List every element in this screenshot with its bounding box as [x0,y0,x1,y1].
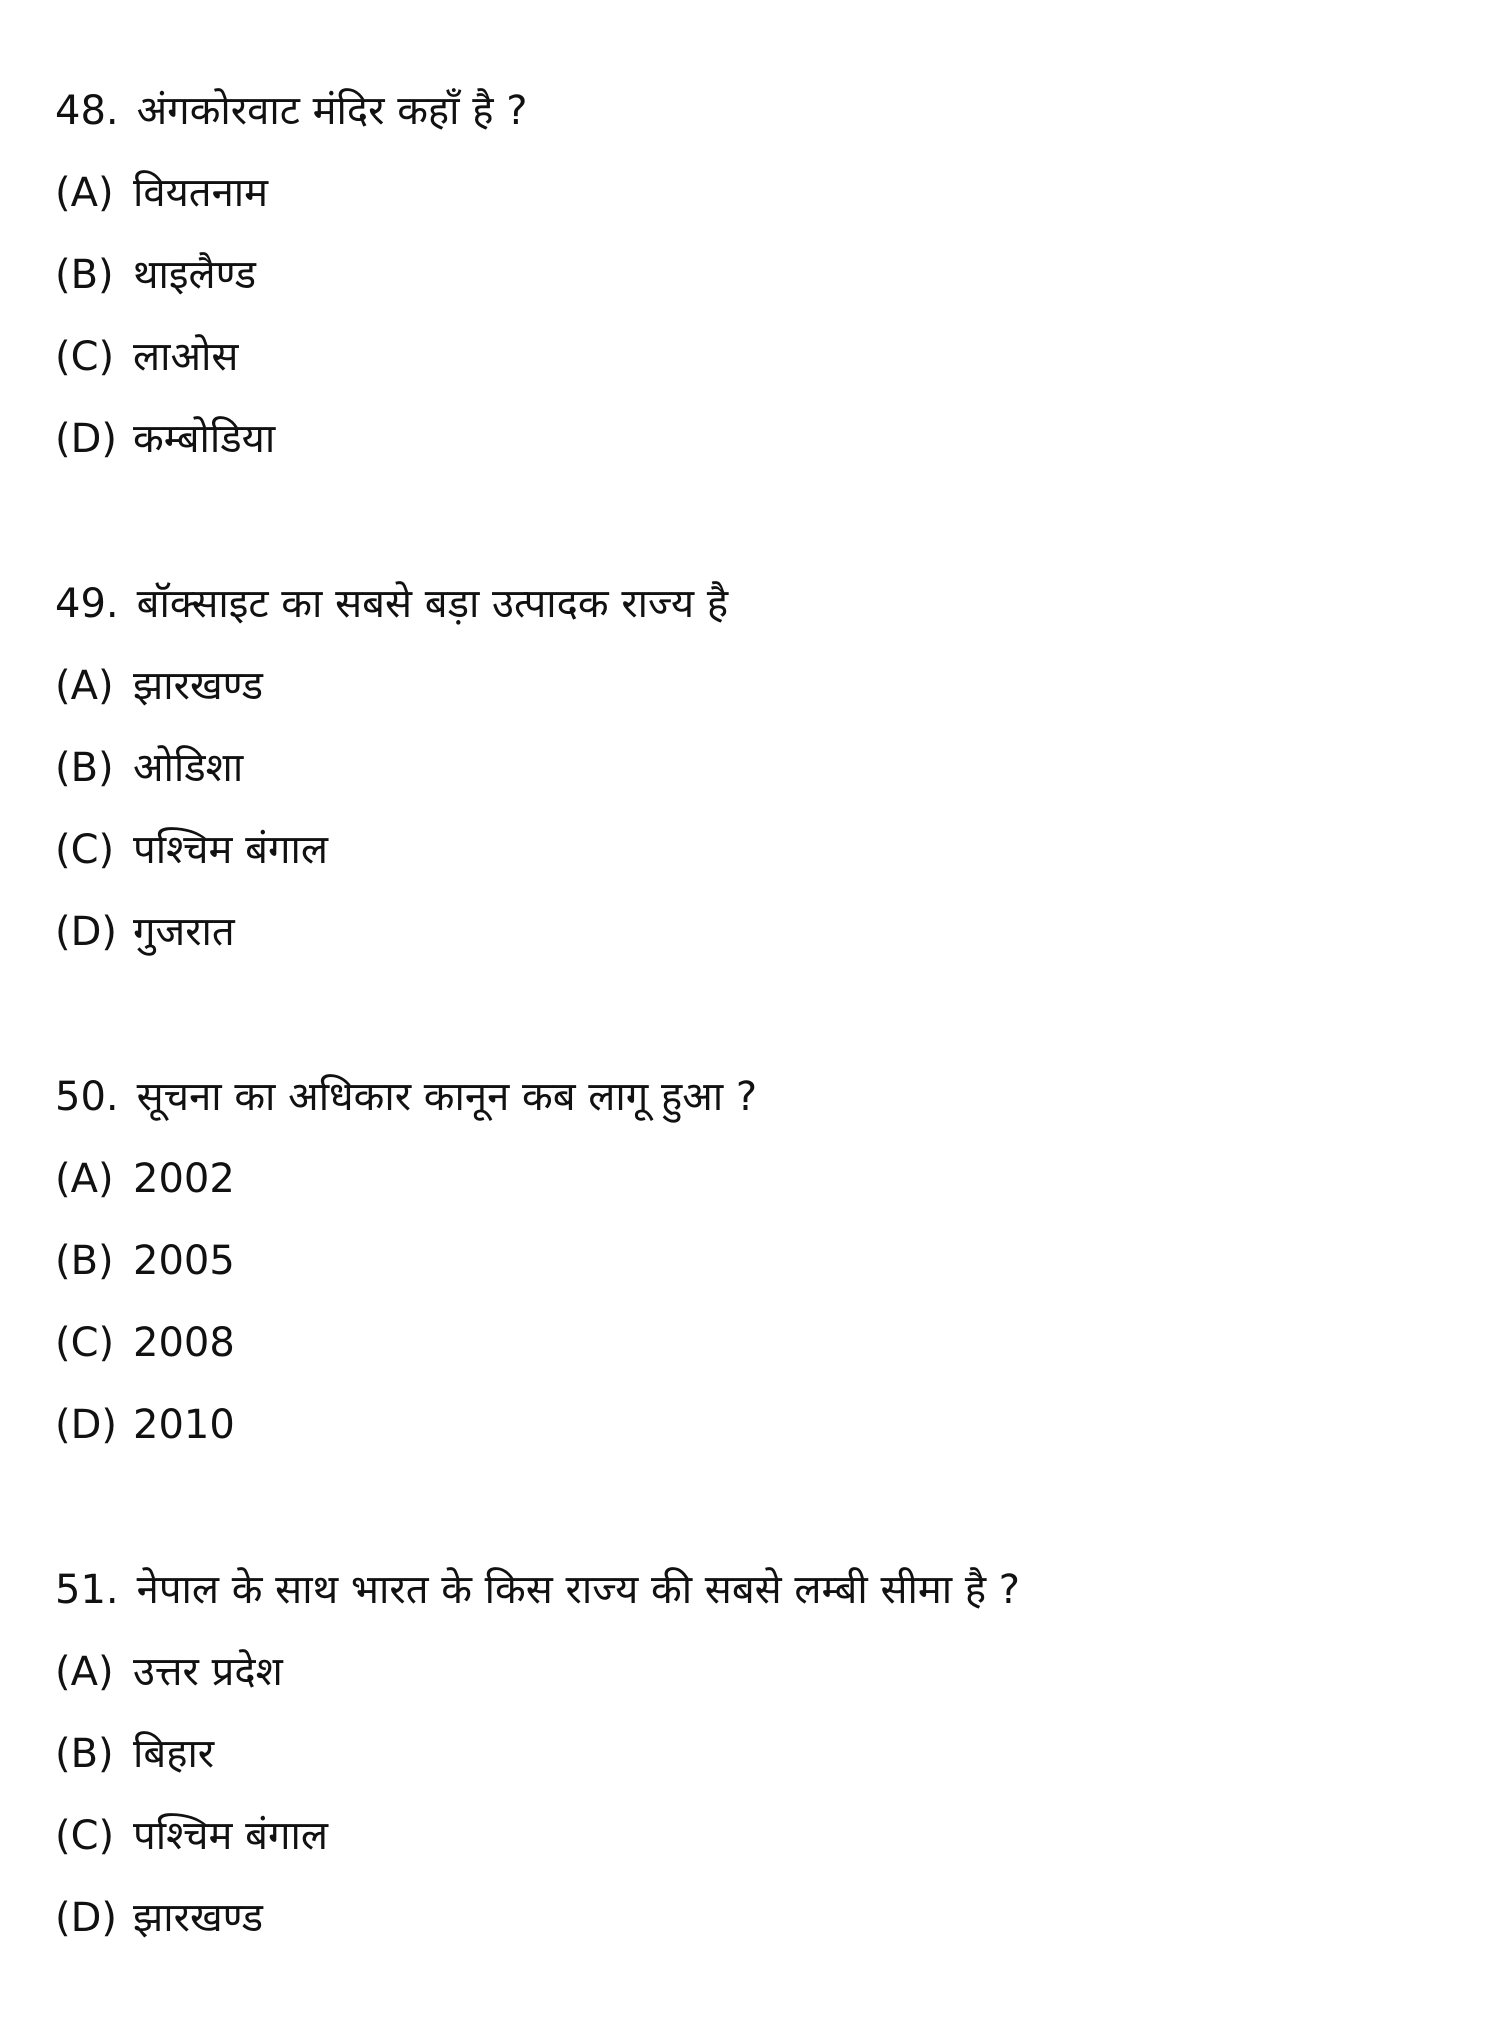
question-text-line [55,1549,1455,1631]
option-text: 2010 [133,1402,235,1448]
option-text: पश्चिम बंगाल [133,1813,328,1859]
question-text-line [55,1056,1455,1138]
question-number: 51. [55,1567,119,1613]
question-number: 50. [55,1074,119,1120]
option-label: (A) [55,663,114,709]
option-c[interactable] [55,809,1455,891]
question-48 [55,70,1455,480]
option-label: (A) [55,1649,114,1695]
question-text: अंगकोरवाट मंदिर कहाँ है ? [136,88,528,134]
option-text: थाइलैण्ड [133,252,257,298]
option-text: लाओस [133,334,239,380]
option-label: (C) [55,334,115,380]
option-d[interactable] [55,1877,1455,1959]
option-d[interactable] [55,398,1455,480]
option-text: ओडिशा [133,745,244,791]
option-text: बिहार [133,1731,215,1777]
option-b[interactable] [55,727,1455,809]
option-label: (D) [55,416,118,462]
option-a[interactable] [55,645,1455,727]
question-text-line [55,70,1455,152]
option-label: (B) [55,745,114,791]
option-text: कम्बोडिया [133,416,276,462]
question-text: बॉक्साइट का सबसे बड़ा उत्पादक राज्य है [136,581,729,627]
option-b[interactable] [55,234,1455,316]
option-text: 2008 [133,1320,235,1366]
option-label: (B) [55,1731,114,1777]
option-text: वियतनाम [133,170,269,216]
option-text: पश्चिम बंगाल [133,827,328,873]
option-label: (A) [55,170,114,216]
option-a[interactable] [55,1631,1455,1713]
option-d[interactable] [55,1384,1455,1466]
question-number: 48. [55,88,119,134]
option-c[interactable] [55,1302,1455,1384]
option-c[interactable] [55,316,1455,398]
option-label: (C) [55,827,115,873]
option-c[interactable] [55,1795,1455,1877]
question-number: 49. [55,581,119,627]
question-50 [55,1056,1455,1466]
question-49 [55,563,1455,973]
option-label: (A) [55,1156,114,1202]
option-text: 2002 [133,1156,235,1202]
option-label: (C) [55,1320,115,1366]
option-text: 2005 [133,1238,235,1284]
option-b[interactable] [55,1220,1455,1302]
option-d[interactable] [55,891,1455,973]
option-a[interactable] [55,1138,1455,1220]
option-text: झारखण्ड [133,663,264,709]
question-text: सूचना का अधिकार कानून कब लागू हुआ ? [136,1074,758,1120]
option-label: (B) [55,252,114,298]
option-a[interactable] [55,152,1455,234]
option-text: उत्तर प्रदेश [133,1649,283,1695]
option-label: (D) [55,1402,118,1448]
option-label: (D) [55,1895,118,1941]
option-label: (D) [55,909,118,955]
option-text: गुजरात [133,909,235,955]
question-text: नेपाल के साथ भारत के किस राज्य की सबसे लम्बी सीमा है ? [136,1567,1021,1613]
option-label: (B) [55,1238,114,1284]
option-label: (C) [55,1813,115,1859]
question-text-line [55,563,1455,645]
option-text: झारखण्ड [133,1895,264,1941]
option-b[interactable] [55,1713,1455,1795]
question-51 [55,1549,1455,1959]
